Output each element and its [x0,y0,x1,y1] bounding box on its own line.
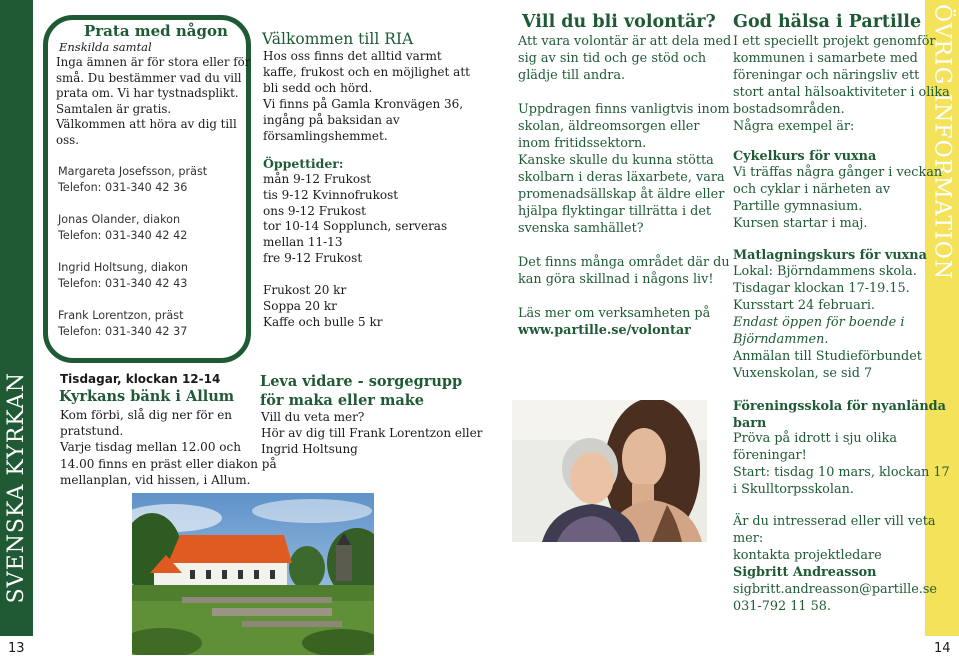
cook-body: Lokal: Björndammens skola. Tisdagar klockan 17-19.15. Kursstart 24 februari. Endast öppen för boende i Björndammen. Anmälan till Studieförbundet Vuxenskolan, se sid 7 [733,264,922,381]
club-title: Föreningsskola för nyanlända barn [733,399,946,431]
contact-name: Jonas Olander, diakon [58,213,181,226]
contact-box-title: Prata med någon [84,22,228,40]
volunteer-title: Vill du bli volontär? [522,12,716,32]
volunteer-p4: Läs mer om verksamheten på www.partille.se/volontar [518,306,711,338]
contact-person: Sigbritt Andreasson [733,565,877,580]
health-contact: Är du intresserad eller vill veta mer: kontakta projektledare Sigbritt Andreasson sigbritt.andreasson@partille.se 031-792 11 58. [733,514,938,614]
allum-when: Tisdagar, klockan 12-14 [60,372,221,386]
volunteer-p2: Uppdragen finns vanligtvis inom skolan, äldreomsorgen eller inom fritidssektorn. Kanske skulle du kunna stötta skolbarn i deras läxarbete, vara promenadsällskap åt äldre eller hjälpa flyktingar tillrätta i det svenska samhället? [518,102,730,236]
right-band-title: ÖVRIG INFORMATION [929,4,955,281]
contact-phone: Telefon: 031-340 42 37 [58,325,188,338]
contact-name: Ingrid Holtsung, diakon [58,261,188,274]
health-title: God hälsa i Partille [733,12,922,32]
contact-box-subtitle: Enskilda samtal [59,40,152,54]
grief-body: Vill du veta mer? Hör av dig till Frank Lorentzon eller Ingrid Holtsung [261,410,483,456]
club-body: Pröva på idrott i sju olika föreningar! Start: tisdag 10 mars, klockan 17 i Skulltorpsskolan. [733,431,950,497]
contact-phone: Telefon: 031-340 42 42 [58,229,188,242]
contact-phone: Telefon: 031-340 42 36 [58,181,188,194]
church-photo [132,493,374,655]
page-number-right: 14 [934,641,951,656]
ria-body: Hos oss finns det alltid varmt kaffe, frukost och en möjlighet att bli sedd och hörd. Vi finns på Gamla Kronvägen 36, ingång på baksidan av församlingshemmet. [263,49,470,143]
grief-title: Leva vidare - sorgegrupp för maka eller make [260,373,463,409]
contact-list [58,164,207,340]
volunteer-p3: Det finns många området där du kan göra skillnad i någons liv! [518,255,730,287]
left-band-title: SVENSKA KYRKAN [4,372,29,604]
contact-name: Frank Lorentzon, präst [58,309,184,322]
page-number-left: 13 [8,641,25,656]
cook-title: Matlagningskurs för vuxna [733,248,927,263]
volunteer-photo [512,400,707,542]
ria-title: Välkommen till RIA [262,30,414,48]
ria-prices: Frukost 20 kr Soppa 20 kr Kaffe och bulle 5 kr [263,283,383,329]
contact-email: sigbritt.andreasson@partille.se [733,582,938,597]
cycle-title: Cykelkurs för vuxna [733,149,877,164]
contact-phone: Telefon: 031-340 42 43 [58,277,188,290]
contact-name: Margareta Josefsson, präst [58,165,208,178]
ria-hours: mån 9-12 Frukost tis 9-12 Kvinnofrukost ons 9-12 Frukost tor 10-14 Sopplunch, serveras mellan 11-13 fre 9-12 Frukost [263,172,448,265]
contact-box-intro: Inga ämnen är för stora eller för små. Du bestämmer vad du vill prata om. Vi har tystnadsplikt. Samtalen är gratis. Välkommen att höra av dig till oss. [56,55,251,147]
health-intro: I ett speciellt projekt genomför kommunen i samarbete med föreningar och näringsliv ett stort antal hälsoaktiviteter i olika bostadsområden. Några exempel är: [733,34,950,134]
allum-body: Kom förbi, slå dig ner för en pratstund. Varje tisdag mellan 12.00 och 14.00 finns en präst eller diakon på mellanplan, vid hissen, i Allum. [60,408,277,487]
ria-hours-title: Öppettider: [263,156,344,171]
volunteer-p1: Att vara volontär är att dela med sig av sin tid och ge stöd och glädje till andra. [518,34,732,83]
volunteer-link[interactable]: www.partille.se/volontar [518,323,691,338]
contact-phone: 031-792 11 58. [733,599,831,614]
allum-title: Kyrkans bänk i Allum [59,388,235,405]
cycle-body: Vi träffas några gånger i veckan och cyklar i närheten av Partille gymnasium. Kursen startar i maj. [733,165,943,231]
